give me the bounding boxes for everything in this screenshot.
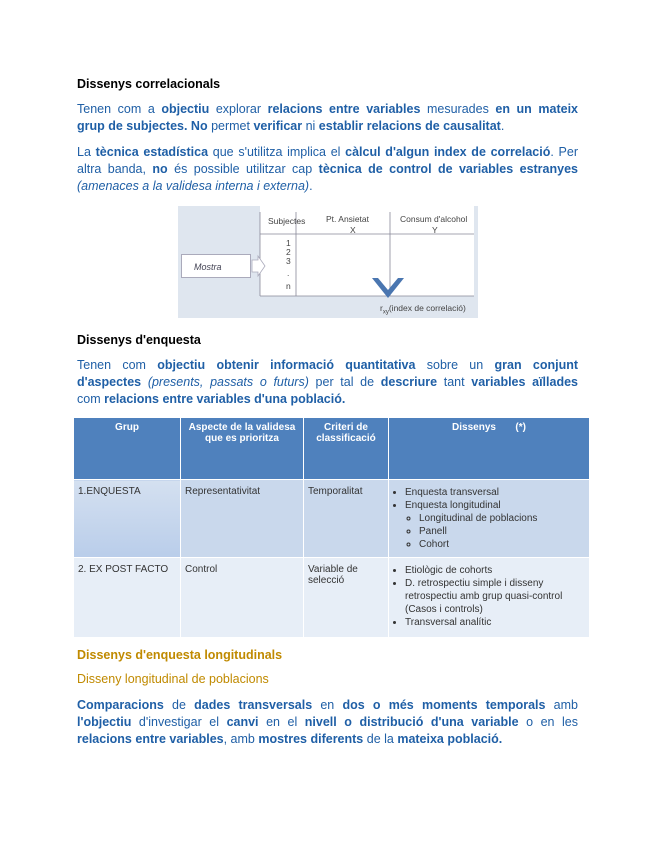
list-item: • D. retrospectiu simple i disseny retrospectiu amb grup quasi-control (Casos i controls) (405, 577, 585, 616)
paragraph-enquesta: Tenen com objectiu obtenir informació quantitativa sobre un gran conjunt d'aspectes (presents, passats o futurs) per tal de descriure tant variables aïllades com relacions entre variables d'una població. (77, 358, 579, 406)
list-item: • Etiològic de cohorts (405, 564, 585, 577)
table-header-row (74, 418, 590, 480)
table-cell: Temporalitat (304, 480, 389, 558)
diagram-caption: $r_{xy}(index$ de correlació) (380, 303, 466, 316)
table-cell: Representativitat (181, 480, 304, 558)
list-item: ◦ Panell (419, 525, 585, 538)
table-cell: 2. EX POST FACTO (74, 558, 181, 638)
chevron-down-icon (372, 278, 404, 298)
list-item: • Enquesta transversal (405, 486, 585, 499)
table-cell (389, 558, 590, 638)
subsection-title-poblacions: Disseny longitudinal de poblacions (77, 672, 269, 686)
paragraph-correlacionals-2: La tècnica estadística que s'utilitza implica el càlcul d'algun index de correlació. Per altra banda, no és possible utilitzar cap tècnica de control de variables estranyes (amenaces a la validesa interna i externa). (77, 145, 579, 193)
diagram-row: n (286, 281, 291, 291)
designs-table (73, 417, 590, 638)
table-cell: 1.ENQUESTA (74, 480, 181, 558)
section-title-longitudinals: Dissenys d'enquesta longitudinals (77, 648, 283, 662)
table-cell: Variable de selecció (304, 558, 389, 638)
diagram-col-alcohol: Consum d'alcohol (400, 214, 468, 224)
diagram-col-subjectes: Subjectes (268, 216, 306, 226)
table-cell: Control (181, 558, 304, 638)
arrow-right-icon (252, 256, 265, 276)
paragraph-longitudinals: Comparacions de dades transversals en dos o més moments temporals amb l'objectiu d'investigar el canvi en el nivell o distribució d'una variable o en les relacions entre variables, amb mostres diferents de la mateixa població. (77, 698, 578, 746)
section-title-enquesta: Dissenys d'enquesta (77, 333, 201, 347)
diagram-row: 3 (286, 256, 291, 266)
correlation-diagram (178, 206, 478, 318)
diagram-col-ansietat: Pt. Ansietat (326, 214, 369, 224)
section-title-correlacionals: Dissenys correlacionals (77, 77, 221, 91)
diagram-mostra-label: Mostra (181, 254, 251, 278)
table-header: Aspecte de la validesa que es prioritza (181, 418, 304, 480)
list-item: ◦ Cohort (419, 538, 585, 551)
list-item: ◦ Longitudinal de poblacions (419, 512, 585, 525)
diagram-row: 1 (286, 238, 291, 248)
diagram-col-x: X (350, 225, 356, 235)
table-cell (389, 480, 590, 558)
table-row (74, 558, 590, 638)
table-header: Grup (74, 418, 181, 480)
table-header: Dissenys (*) (389, 418, 590, 480)
paragraph-correlacionals-1: Tenen com a objectiu explorar relacions entre variables mesurades en un mateix grup de subjectes. No permet verificar ni establir relacions de causalitat. (77, 102, 579, 133)
table-row (74, 480, 590, 558)
diagram-row: . (287, 268, 290, 278)
table-header: Criteri de classificació (304, 418, 389, 480)
diagram-col-y: Y (432, 225, 438, 235)
diagram-row: 2 (286, 247, 291, 257)
list-item: • Transversal analític (405, 616, 585, 629)
list-item: • Enquesta longitudinal ◦ Longitudinal de poblacions ◦ Panell ◦ Cohort (405, 499, 585, 551)
